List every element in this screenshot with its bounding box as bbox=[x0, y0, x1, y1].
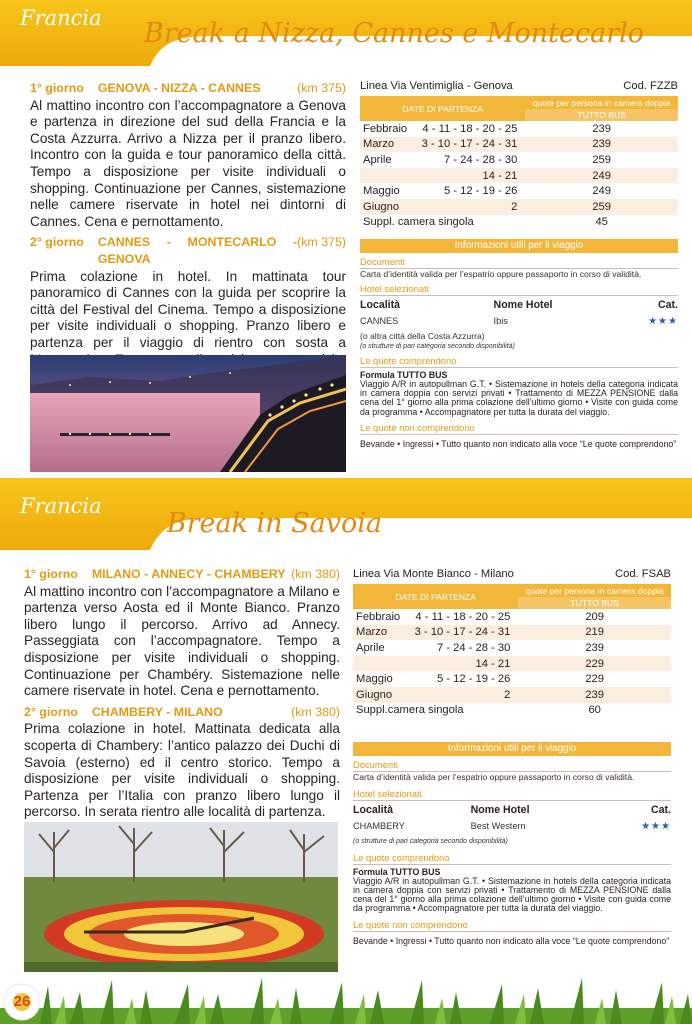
info-bar: Informazioni utili per il viaggio bbox=[360, 239, 678, 253]
table-row bbox=[360, 121, 678, 137]
grass-decoration bbox=[0, 968, 692, 1024]
price-cell: 249 bbox=[525, 168, 678, 184]
month-cell: Maggio bbox=[363, 185, 400, 198]
table-row bbox=[360, 152, 678, 168]
offer-code: Cod. FSAB bbox=[615, 568, 671, 580]
table-row bbox=[353, 640, 671, 656]
month-cell: Maggio bbox=[356, 673, 393, 686]
dates-cell: 4 - 11 - 18 - 20 - 25 bbox=[415, 610, 511, 623]
day-description: Prima colazione in hotel. Mattinata dedicata alla scoperta di Chambery: l’antico palazzo dei Duchi di Savoia (esterno) ed il centro storico. Tempo a disposizione per visite individuali o shopping. Partenza per l’Italia con pranzo libero lungo il percorso. In serata rientro alle località di partenza. bbox=[24, 721, 340, 820]
hotel-name: Ibis bbox=[493, 315, 508, 326]
formula-heading: Formula TUTTO BUS bbox=[360, 369, 448, 380]
route-line: Linea Via Ventimiglia - Genova bbox=[360, 80, 513, 92]
month-cell: Aprile bbox=[363, 153, 392, 166]
price-cell: 209 bbox=[585, 610, 604, 623]
hotel-row bbox=[353, 821, 671, 832]
price-cell: 229 bbox=[518, 656, 671, 672]
section-banner bbox=[0, 478, 692, 550]
price-panel bbox=[360, 80, 678, 449]
month-cell: Marzo bbox=[360, 137, 420, 153]
not-included-heading: Le quote non comprendono bbox=[360, 421, 475, 433]
itinerary bbox=[24, 566, 340, 825]
table-row-single-supplement bbox=[360, 215, 678, 231]
day-distance: (km 380) bbox=[291, 567, 340, 581]
single-supplement-price: 60 bbox=[588, 704, 601, 717]
country-label: Francia bbox=[20, 6, 102, 30]
day-heading bbox=[24, 566, 340, 583]
day-distance: (km 375) bbox=[297, 81, 346, 95]
day-label: 1° giorno bbox=[30, 81, 84, 95]
price-cell: 229 bbox=[585, 673, 604, 686]
location-column-header: Località bbox=[353, 803, 394, 816]
price-cell: 239 bbox=[518, 687, 671, 703]
not-included-text: Bevande • Ingressi • Tutto quanto non indicato alla voce “Le quote comprendono” bbox=[360, 438, 677, 449]
dates-cell: 5 - 12 - 19 - 26 bbox=[436, 673, 511, 686]
page-number: 26 bbox=[13, 993, 31, 1010]
not-included-text: Bevande • Ingressi • Tutto quanto non indicato alla voce “Le quote comprendono” bbox=[353, 936, 670, 947]
day-heading bbox=[30, 80, 346, 97]
hotel-name-column-header: Nome Hotel bbox=[493, 298, 553, 311]
month-cell: Febbraio bbox=[356, 610, 401, 623]
offer-code: Cod. FZZB bbox=[623, 80, 678, 92]
price-cell: 259 bbox=[525, 199, 678, 215]
price-cell: 219 bbox=[518, 625, 671, 641]
photo-nice-night-bay bbox=[30, 355, 346, 472]
divider bbox=[360, 295, 678, 296]
day-label: 2° giorno bbox=[30, 235, 84, 250]
documents-heading: Documenti bbox=[353, 759, 398, 771]
included-heading: Le quote comprendono bbox=[353, 851, 450, 863]
not-included-heading: Le quote non comprendono bbox=[353, 919, 468, 931]
day-label: 1° giorno bbox=[24, 567, 78, 581]
category-column-header: Cat. bbox=[650, 803, 671, 816]
month-cell: Aprile bbox=[356, 641, 385, 654]
month-cell: Giugno bbox=[353, 687, 413, 703]
month-cell bbox=[360, 168, 420, 184]
formula-text: Viaggio A/R in autopullman G.T. • Sistemazione in hotels della categoria indicata in camera doppia con servizi privati • Trattamento di MEZZA PENSIONE dalla cena del 1° giorno alla prima colazione dell’ultimo giorno • Visite con guida come da programma • Accompagnatore per tutta la durata del viaggio. bbox=[360, 378, 678, 417]
price-cell: 259 bbox=[592, 153, 611, 166]
price-cell: 239 bbox=[592, 122, 611, 135]
table-row bbox=[360, 168, 678, 184]
single-supplement-label: Suppl.camera singola bbox=[356, 704, 464, 717]
single-supplement-price: 45 bbox=[595, 216, 608, 229]
dates-cell: 7 - 24 - 28 - 30 bbox=[436, 641, 511, 654]
day-route: CANNES - MONTECARLO - GENOVA bbox=[97, 235, 298, 266]
price-cell: 239 bbox=[525, 137, 678, 153]
section-banner bbox=[0, 0, 692, 66]
route-line: Linea Via Monte Bianco - Milano bbox=[353, 568, 514, 580]
dates-cell: 14 - 21 bbox=[413, 656, 518, 672]
dates-column-header: DATE DI PARTENZA bbox=[360, 96, 525, 121]
divider bbox=[360, 434, 678, 435]
photo-flower-clock-garden bbox=[24, 822, 338, 972]
price-column-header: quote per persona in camera doppia bbox=[518, 584, 671, 597]
dates-cell: 2 bbox=[413, 687, 518, 703]
route-line-header bbox=[353, 568, 671, 580]
hotels-heading: Hotel selezionati bbox=[360, 282, 429, 294]
divider bbox=[353, 864, 671, 865]
day-distance: (km 375) bbox=[297, 235, 346, 250]
table-row bbox=[353, 656, 671, 672]
divider bbox=[353, 800, 671, 801]
dates-cell: 4 - 11 - 18 - 20 - 25 bbox=[422, 122, 518, 135]
hotel-row bbox=[360, 316, 678, 327]
day-heading bbox=[24, 704, 340, 721]
month-cell: Giugno bbox=[360, 199, 420, 215]
offer-title: Break in Savoia bbox=[166, 508, 382, 539]
offer-nizza-cannes-montecarlo bbox=[0, 0, 692, 478]
hotel-table-header bbox=[360, 299, 678, 311]
formula-column-header: TUTTO BUS bbox=[525, 109, 678, 121]
price-panel bbox=[353, 568, 671, 946]
dates-column-header: DATE DI PARTENZA bbox=[353, 584, 518, 609]
formula-heading: Formula TUTTO BUS bbox=[353, 866, 441, 877]
single-supplement-label: Suppl. camera singola bbox=[363, 216, 474, 229]
hotel-note-small: (o strutture di pari categoria secondo disponibilità) bbox=[360, 342, 515, 350]
table-row bbox=[353, 609, 671, 625]
hotel-name: Best Western bbox=[470, 820, 526, 831]
dates-cell: 2 bbox=[420, 199, 525, 215]
price-column-header: quote per persona in camera doppia bbox=[525, 96, 678, 109]
hotel-name-column-header: Nome Hotel bbox=[470, 803, 530, 816]
divider bbox=[353, 931, 671, 932]
location-column-header: Località bbox=[360, 298, 401, 311]
hotel-location: CHAMBERY bbox=[353, 820, 405, 831]
month-cell bbox=[353, 656, 413, 672]
offer-savoia bbox=[0, 478, 692, 1024]
price-cell: 249 bbox=[592, 185, 611, 198]
day-route: GENOVA - NIZZA - CANNES bbox=[97, 81, 261, 95]
formula-column-header: TUTTO BUS bbox=[518, 597, 671, 609]
country-label: Francia bbox=[20, 494, 102, 518]
month-cell: Marzo bbox=[353, 625, 413, 641]
included-heading: Le quote comprendono bbox=[360, 354, 457, 366]
table-row-single-supplement bbox=[353, 703, 671, 719]
dates-cell: 3 - 10 - 17 - 24 - 31 bbox=[420, 137, 525, 153]
table-row bbox=[353, 671, 671, 687]
dates-cell: 14 - 21 bbox=[420, 168, 525, 184]
formula-text: Viaggio A/R in autopullman G.T. • Sistemazione in hotels della categoria indicata in camera doppia con servizi privati • Trattamento di MEZZA PENSIONE dalla cena del 1° giorno alla prima colazione dell’ultimo giorno • Visite con guida come da programma • Accompagnatore per tutta la durata del viaggio. bbox=[353, 875, 671, 914]
hotel-stars-icon: ★★★ bbox=[648, 315, 678, 327]
day-heading bbox=[30, 234, 346, 267]
documents-text: Carta d’identità valida per l’espatrio oppure passaporto in corso di validità. bbox=[353, 772, 635, 783]
table-row bbox=[360, 137, 678, 153]
hotel-table-header bbox=[353, 804, 671, 816]
documents-heading: Documenti bbox=[360, 256, 405, 268]
documents-text: Carta d’identità valida per l’espatrio oppure passaporto in corso di validità. bbox=[360, 269, 642, 280]
price-table bbox=[353, 584, 671, 718]
day-description: Al mattino incontro con l’accompagnatore a Milano e partenza verso Aosta ed il Monte Bianco. Pranzo libero lungo il percorso. Arrivo ad Annecy. Passeggiata con l’accompagnatore. Tempo a disposizione per visite individuali o shopping. Continuazione per Chambéry. Sistemazione nelle camere riservate in hotel. Cena e pernottamento. bbox=[24, 583, 340, 699]
hotels-heading: Hotel selezionati bbox=[353, 787, 422, 799]
route-line-header bbox=[360, 80, 678, 92]
table-row bbox=[353, 625, 671, 641]
offer-title: Break a Nizza, Cannes e Montecarlo bbox=[143, 18, 644, 49]
hotel-note-small: (o strutture di pari categoria secondo disponibilità) bbox=[353, 837, 508, 845]
table-row bbox=[360, 183, 678, 199]
hotel-location: CANNES bbox=[360, 315, 399, 326]
day-description: Al mattino incontro con l’accompagnatore a Genova e partenza in direzione del sud della Francia e la Costa Azzurra. Arrivo a Nizza per il pranzo libero. Incontro con la guida e tour panoramico della città. Tempo a disposizione per visite individuali o shopping. Continuazione per Cannes, sistemazione nelle camere riservate in hotel nei dintorni di Cannes. Cena e pernottamento. bbox=[30, 97, 346, 229]
dates-cell: 3 - 10 - 17 - 24 - 31 bbox=[413, 625, 518, 641]
day-distance: (km 380) bbox=[291, 704, 340, 719]
hotel-stars-icon: ★★★ bbox=[641, 820, 671, 832]
info-bar: Informazioni utili per il viaggio bbox=[353, 742, 671, 756]
hotel-note: (o altra città della Costa Azzurra) bbox=[360, 330, 485, 341]
price-cell: 239 bbox=[585, 641, 604, 654]
price-table bbox=[360, 96, 678, 230]
month-cell: Febbraio bbox=[363, 122, 408, 135]
table-row bbox=[360, 199, 678, 215]
day-description: Prima colazione in hotel. In mattinata tour panoramico di Cannes con la guida per scoprire la città del Festival del Cinema. Tempo a disposizione per visite individuali o shopping. Pranzo libero e partenza per il viaggio di rientro con sosta a bbox=[30, 268, 346, 350]
day-route: MILANO - ANNECY - CHAMBERY bbox=[91, 567, 286, 581]
day-route: CHAMBERY - MILANO bbox=[91, 704, 223, 719]
table-row bbox=[353, 687, 671, 703]
category-column-header: Cat. bbox=[657, 298, 678, 311]
day-label: 2° giorno bbox=[24, 704, 78, 719]
divider bbox=[360, 367, 678, 368]
dates-cell: 5 - 12 - 19 - 26 bbox=[443, 185, 518, 198]
dates-cell: 7 - 24 - 28 - 30 bbox=[443, 153, 518, 166]
